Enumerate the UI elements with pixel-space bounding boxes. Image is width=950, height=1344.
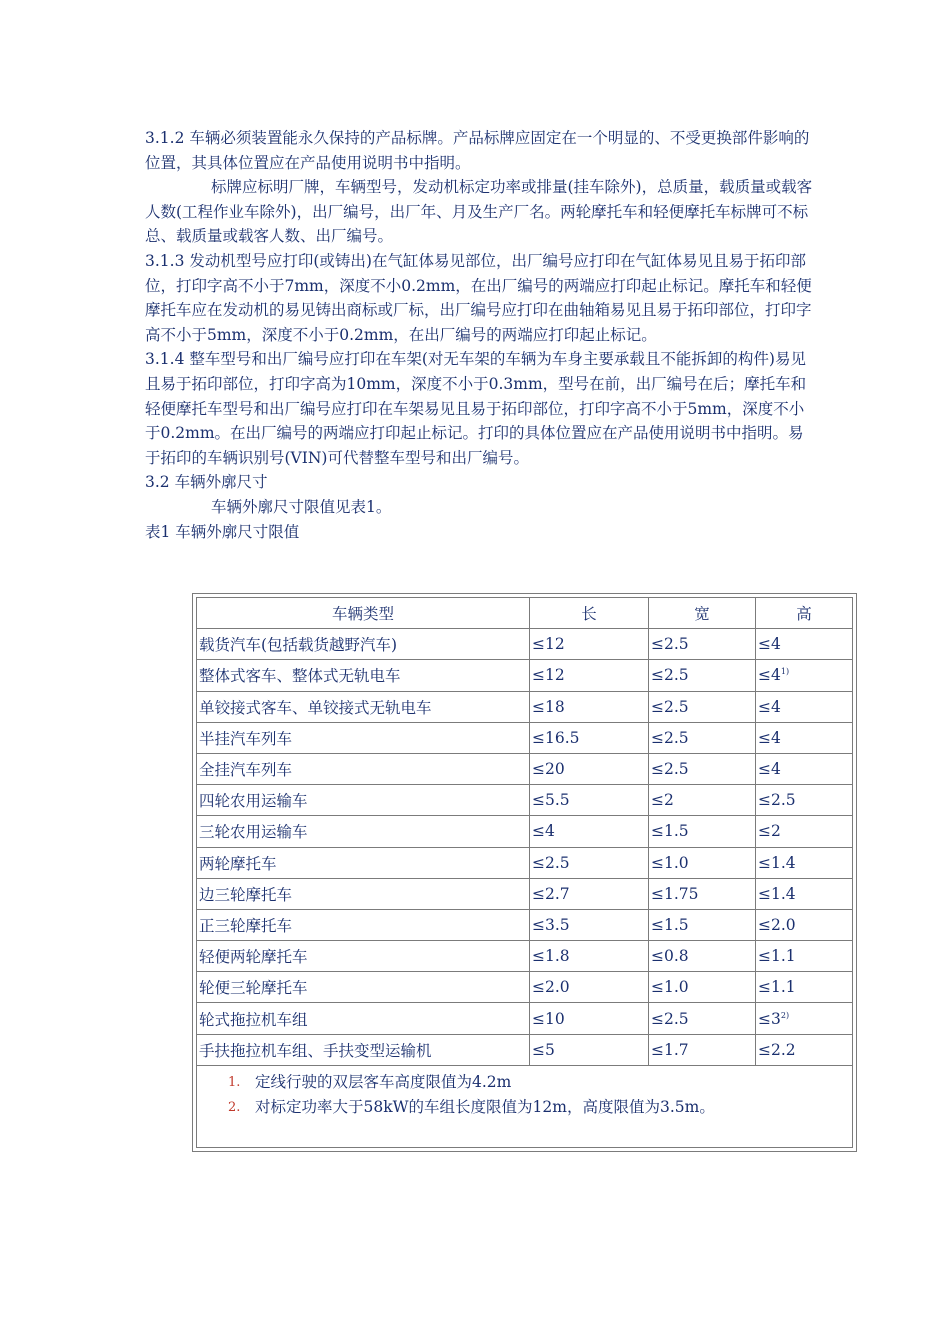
cell-length-value: ≤18 [532, 697, 565, 716]
cell-width [649, 722, 756, 753]
cell-height [756, 909, 853, 940]
cell-height [756, 878, 853, 909]
cell-length [530, 972, 649, 1003]
cell-width-value: ≤2.5 [651, 760, 689, 779]
header-height: 高 [756, 598, 853, 629]
cell-height-value: ≤2 [758, 822, 781, 841]
note-text: 定线行驶的双层客车高度限值为4.2m [255, 1072, 512, 1091]
cell-length [530, 691, 649, 722]
cell-length-value: ≤20 [532, 760, 565, 779]
header-width: 宽 [649, 598, 756, 629]
cell-length-value: ≤10 [532, 1009, 565, 1028]
cell-length [530, 722, 649, 753]
cell-vehicle-type [197, 753, 530, 784]
paragraph: 3.2 车辆外廓尺寸 [145, 473, 268, 492]
cell-height-value: ≤2.5 [758, 791, 796, 810]
cell-height-value: ≤2.0 [758, 915, 796, 934]
cell-width [649, 941, 756, 972]
cell-width [649, 1034, 756, 1065]
table-row [197, 785, 853, 816]
cell-vehicle-type-value: 轮便三轮摩托车 [199, 979, 308, 998]
cell-length-value: ≤3.5 [532, 915, 570, 934]
cell-width [649, 909, 756, 940]
cell-vehicle-type [197, 660, 530, 691]
cell-vehicle-type [197, 1034, 530, 1065]
cell-height [756, 753, 853, 784]
cell-vehicle-type [197, 909, 530, 940]
cell-length [530, 629, 649, 660]
cell-height [756, 1003, 853, 1034]
cell-height-value: ≤1.1 [758, 947, 796, 966]
cell-length-value: ≤12 [532, 635, 565, 654]
cell-width-value: ≤2.5 [651, 728, 689, 747]
cell-width [649, 753, 756, 784]
cell-width [649, 972, 756, 1003]
cell-vehicle-type-value: 半挂汽车列车 [199, 729, 293, 748]
cell-length [530, 785, 649, 816]
cell-width [649, 785, 756, 816]
footnote-marker: 1) [780, 667, 790, 677]
table-row [197, 847, 853, 878]
table-row [197, 816, 853, 847]
table-row [197, 909, 853, 940]
cell-length [530, 660, 649, 691]
cell-vehicle-type [197, 941, 530, 972]
table-note [197, 1070, 852, 1095]
cell-length-value: ≤2.7 [532, 884, 570, 903]
cell-vehicle-type-value: 边三轮摩托车 [199, 885, 293, 904]
header-length: 长 [530, 598, 649, 629]
cell-height [756, 972, 853, 1003]
cell-width-value: ≤1.5 [651, 915, 689, 934]
table-row [197, 972, 853, 1003]
cell-length [530, 878, 649, 909]
cell-length-value: ≤1.8 [532, 947, 570, 966]
cell-height-value: ≤4 [758, 666, 781, 685]
cell-height [756, 941, 853, 972]
cell-width-value: ≤0.8 [651, 947, 689, 966]
header-vehicle-type: 车辆类型 [197, 598, 530, 629]
table-row [197, 753, 853, 784]
cell-width [649, 816, 756, 847]
cell-length-value: ≤12 [532, 666, 565, 685]
dimension-table-frame [192, 593, 857, 1152]
cell-height [756, 816, 853, 847]
cell-length [530, 753, 649, 784]
cell-vehicle-type [197, 1003, 530, 1034]
cell-length-value: ≤2.0 [532, 978, 570, 997]
cell-vehicle-type [197, 816, 530, 847]
note-number: 2. [228, 1099, 241, 1115]
paragraph: 3.1.2 车辆必须装置能永久保持的产品标牌。产品标牌应固定在一个明显的、不受更换部件影响的位置，其具体位置应在产品使用说明书中指明。 [145, 129, 810, 172]
cell-height-value: ≤4 [758, 760, 781, 779]
cell-width-value: ≤1.75 [651, 884, 699, 903]
table-note [197, 1095, 852, 1120]
cell-vehicle-type [197, 629, 530, 660]
cell-height [756, 691, 853, 722]
paragraph: 车辆外廓尺寸限值见表1。 [211, 497, 392, 516]
cell-height-value: ≤1.4 [758, 884, 796, 903]
cell-vehicle-type [197, 722, 530, 753]
cell-width [649, 1003, 756, 1034]
cell-width-value: ≤1.0 [651, 978, 689, 997]
cell-width-value: ≤1.7 [651, 1040, 689, 1059]
cell-vehicle-type [197, 972, 530, 1003]
cell-vehicle-type [197, 785, 530, 816]
cell-vehicle-type-value: 轻便两轮摩托车 [199, 948, 308, 967]
cell-height [756, 847, 853, 878]
cell-height-value: ≤3 [758, 1009, 781, 1028]
cell-height-value: ≤4 [758, 697, 781, 716]
cell-vehicle-type-value: 整体式客车、整体式无轨电车 [199, 667, 401, 686]
cell-vehicle-type-value: 全挂汽车列车 [199, 761, 293, 780]
table-row [197, 660, 853, 691]
table-row [197, 1003, 853, 1034]
cell-vehicle-type-value: 单铰接式客车、单铰接式无轨电车 [199, 698, 432, 717]
cell-length-value: ≤2.5 [532, 853, 570, 872]
cell-width [649, 660, 756, 691]
cell-vehicle-type-value: 四轮农用运输车 [199, 792, 308, 811]
cell-length-value: ≤5 [532, 1040, 555, 1059]
cell-height-value: ≤2.2 [758, 1040, 796, 1059]
cell-width-value: ≤2.5 [651, 666, 689, 685]
cell-vehicle-type-value: 载货汽车(包括载货越野汽车) [199, 636, 398, 655]
paragraph: 3.1.4 整车型号和出厂编号应打印在车架(对无车架的车辆为车身主要承载且不能拆卸的构件)易见且易于拓印部位，打印字高为10mm，深度不小于0.3mm，型号在前，出厂编号在后；摩托车和轻便摩托车型号和出厂编号应打印在车架易见且易于拓印部位，打印字高不小于5mm，深度不小于0.2mm。在出厂编号的两端应打印起止标记。打印的具体位置应在产品使用说明书中指明。易于拓印的车辆识别号(VIN)可代替整车型号和出厂编号。 [145, 350, 807, 467]
document-body [145, 126, 815, 544]
table-notes-row [197, 1065, 853, 1147]
cell-length-value: ≤4 [532, 822, 555, 841]
cell-height [756, 785, 853, 816]
cell-height-value: ≤4 [758, 728, 781, 747]
cell-width-value: ≤2.5 [651, 635, 689, 654]
cell-length [530, 1034, 649, 1065]
cell-vehicle-type [197, 691, 530, 722]
cell-length-value: ≤16.5 [532, 728, 580, 747]
cell-length [530, 847, 649, 878]
cell-height [756, 629, 853, 660]
paragraph: 3.1.3 发动机型号应打印(或铸出)在气缸体易见部位，出厂编号应打印在气缸体易见且易于拓印部位，打印字高不小于7mm，深度不小0.2mm，在出厂编号的两端应打印起止标记。摩托车和轻便摩托车应在发动机的易见铸出商标或厂标，出厂编号应打印在曲轴箱易见且易于拓印部位，打印字高不小于5mm，深度不小于0.2mm，在出厂编号的两端应打印起止标记。 [145, 251, 812, 344]
paragraph: 标牌应标明厂牌，车辆型号，发动机标定功率或排量(挂车除外)，总质量，载质量或载客人数(工程作业车除外)，出厂编号，出厂年、月及生产厂名。两轮摩托车和轻便摩托车标牌可不标总、载质量或载客人数、出厂编号。 [145, 178, 813, 246]
dimension-limits-table [196, 597, 853, 1148]
cell-height [756, 660, 853, 691]
cell-height [756, 722, 853, 753]
cell-width-value: ≤1.5 [651, 822, 689, 841]
cell-width-value: ≤2.5 [651, 697, 689, 716]
cell-width [649, 878, 756, 909]
table-caption: 表1 车辆外廓尺寸限值 [145, 522, 300, 541]
table-row [197, 878, 853, 909]
cell-length [530, 909, 649, 940]
cell-vehicle-type-value: 正三轮摩托车 [199, 916, 293, 935]
cell-length-value: ≤5.5 [532, 791, 570, 810]
cell-width-value: ≤1.0 [651, 853, 689, 872]
cell-width [649, 847, 756, 878]
cell-width-value: ≤2.5 [651, 1009, 689, 1028]
cell-vehicle-type-value: 两轮摩托车 [199, 854, 277, 873]
cell-length [530, 816, 649, 847]
cell-height-value: ≤1.1 [758, 978, 796, 997]
cell-vehicle-type-value: 轮式拖拉机车组 [199, 1010, 308, 1029]
note-number: 1. [228, 1074, 241, 1090]
cell-height-value: ≤1.4 [758, 853, 796, 872]
cell-vehicle-type-value: 手扶拖拉机车组、手扶变型运输机 [199, 1041, 432, 1060]
cell-width [649, 629, 756, 660]
table-row [197, 629, 853, 660]
table-row [197, 722, 853, 753]
table-body [197, 629, 853, 1148]
cell-vehicle-type [197, 847, 530, 878]
cell-height [756, 1034, 853, 1065]
table-header-row [197, 598, 853, 629]
cell-length [530, 1003, 649, 1034]
table-notes-cell [197, 1065, 853, 1147]
paragraphs [145, 126, 815, 520]
table-row [197, 1034, 853, 1065]
cell-height-value: ≤4 [758, 635, 781, 654]
table-row [197, 691, 853, 722]
cell-width [649, 691, 756, 722]
table-row [197, 941, 853, 972]
footnote-marker: 2) [780, 1010, 790, 1020]
cell-width-value: ≤2 [651, 791, 674, 810]
cell-length [530, 941, 649, 972]
note-text: 对标定功率大于58kW的车组长度限值为12m，高度限值为3.5m。 [255, 1097, 715, 1116]
cell-vehicle-type [197, 878, 530, 909]
cell-vehicle-type-value: 三轮农用运输车 [199, 823, 308, 842]
